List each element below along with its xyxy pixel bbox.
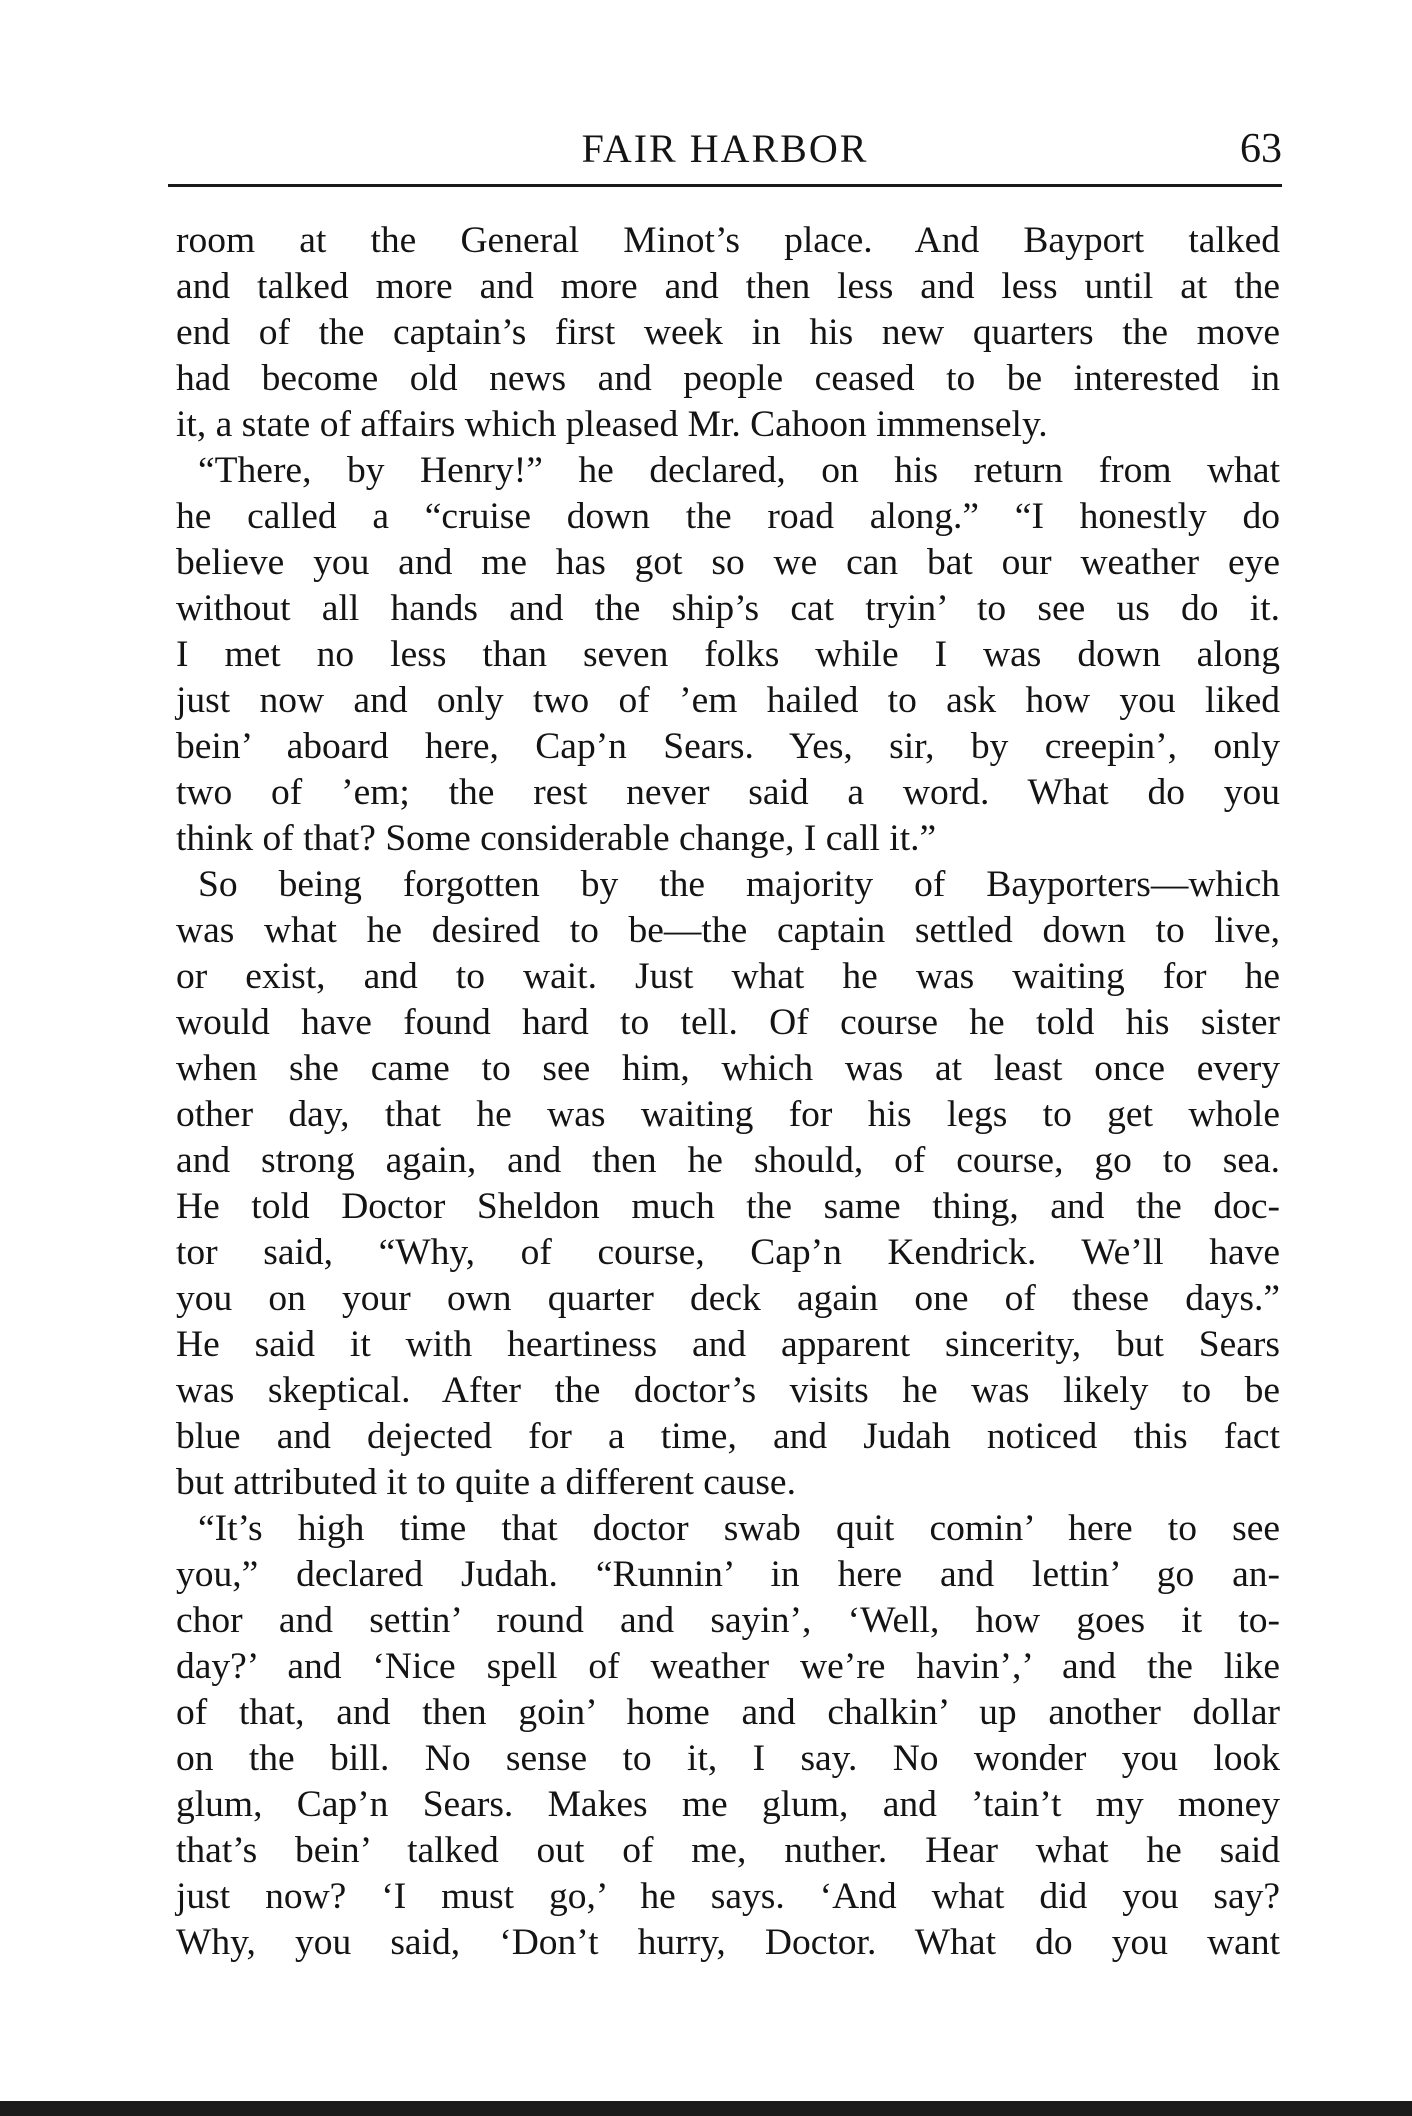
text-line: you on your own quarter deck again one of these days.” (176, 1278, 1280, 1319)
body-text (176, 218, 1280, 1966)
text-line: two of ’em; the rest never said a word. What do you (176, 772, 1280, 813)
text-line: other day, that he was waiting for his legs to get whole (176, 1094, 1280, 1135)
text-line: just now and only two of ’em hailed to ask how you liked (176, 680, 1280, 721)
text-line: but attributed it to quite a different cause. (176, 1462, 796, 1503)
text-line: chor and settin’ round and sayin’, ‘Well, how goes it to- (176, 1600, 1280, 1641)
bottom-edge-bar (0, 2101, 1412, 2116)
text-line: of that, and then goin’ home and chalkin’ up another dollar (176, 1692, 1280, 1733)
text-line: when she came to see him, which was at least once every (176, 1048, 1280, 1089)
text-line: blue and dejected for a time, and Judah noticed this fact (176, 1416, 1280, 1457)
text-line: believe you and me has got so we can bat our weather eye (176, 542, 1280, 583)
text-line: room at the General Minot’s place. And Bayport talked (176, 220, 1280, 261)
text-line: tor said, “Why, of course, Cap’n Kendrick. We’ll have (176, 1232, 1280, 1273)
text-line: day?’ and ‘Nice spell of weather we’re havin’,’ and the like (176, 1646, 1280, 1687)
text-line: think of that? Some considerable change, I call it.” (176, 818, 937, 859)
text-line: you,” declared Judah. “Runnin’ in here and lettin’ go an- (176, 1554, 1280, 1595)
header-rule (168, 184, 1282, 187)
text-line: was what he desired to be—the captain settled down to live, (176, 910, 1280, 951)
text-line: glum, Cap’n Sears. Makes me glum, and ’tain’t my money (176, 1784, 1280, 1825)
text-line: would have found hard to tell. Of course he told his sister (176, 1002, 1280, 1043)
text-line: He said it with heartiness and apparent sincerity, but Sears (176, 1324, 1280, 1365)
text-line: without all hands and the ship’s cat tryin’ to see us do it. (176, 588, 1280, 629)
text-line: or exist, and to wait. Just what he was waiting for he (176, 956, 1280, 997)
text-line: and talked more and more and then less and less until at the (176, 266, 1280, 307)
text-line: had become old news and people ceased to be interested in (176, 358, 1280, 399)
text-line: bein’ aboard here, Cap’n Sears. Yes, sir, by creepin’, only (176, 726, 1280, 767)
text-line: “There, by Henry!” he declared, on his return from what (198, 450, 1280, 491)
text-line: on the bill. No sense to it, I say. No wonder you look (176, 1738, 1280, 1779)
text-line: I met no less than seven folks while I was down along (176, 634, 1280, 675)
text-line: he called a “cruise down the road along.” “I honestly do (176, 496, 1280, 537)
text-line: was skeptical. After the doctor’s visits he was likely to be (176, 1370, 1280, 1411)
text-line: end of the captain’s first week in his new quarters the move (176, 312, 1280, 353)
text-line: that’s bein’ talked out of me, nuther. Hear what he said (176, 1830, 1280, 1871)
running-title: FAIR HARBOR (581, 126, 869, 171)
text-line: just now? ‘I must go,’ he says. ‘And what did you say? (176, 1876, 1280, 1917)
text-line: Why, you said, ‘Don’t hurry, Doctor. What do you want (176, 1922, 1280, 1963)
text-line: So being forgotten by the majority of Bayporters—which (198, 864, 1280, 905)
text-line: it, a state of affairs which pleased Mr. Cahoon immensely. (176, 404, 1048, 445)
text-line: He told Doctor Sheldon much the same thing, and the doc- (176, 1186, 1280, 1227)
text-line: “It’s high time that doctor swab quit comin’ here to see (198, 1508, 1280, 1549)
page-number: 63 (1240, 126, 1282, 172)
running-head (168, 118, 1282, 180)
text-line: and strong again, and then he should, of course, go to sea. (176, 1140, 1280, 1181)
